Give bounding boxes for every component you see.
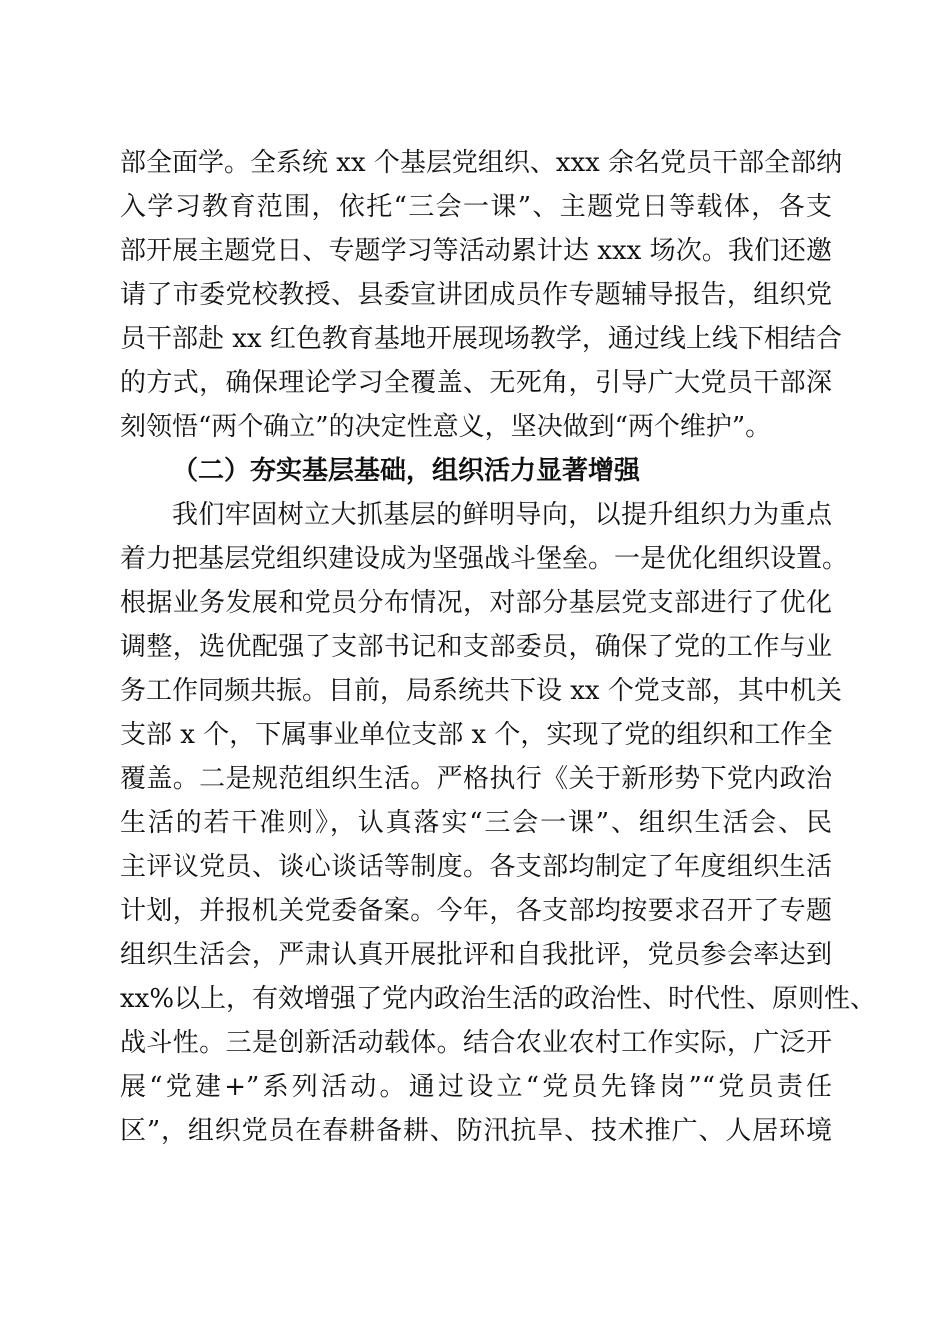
paragraph-2-line-7: 覆盖。二是规范组织生活。严格执行《关于新形势下党内政治: [120, 764, 832, 794]
paragraph-2-line-15: 区”，组织党员在春耕备耕、防汛抗旱、技术推广、人居环境: [120, 1116, 832, 1146]
paragraph-1-line-4: 请了市委党校教授、县委宣讲团成员作专题辅导报告，组织党: [120, 280, 832, 310]
paragraph-2-line-8: 生活的若干准则》，认真落实“三会一课”、组织生活会、民: [120, 808, 832, 838]
paragraph-2-line-12: xx%以上，有效增强了党内政治生活的政治性、时代性、原则性、: [120, 984, 877, 1014]
paragraph-2-line-1: 我们牢固树立大抓基层的鲜明导向，以提升组织力为重点: [172, 500, 832, 530]
paragraph-2-line-4: 调整，选优配强了支部书记和支部委员，确保了党的工作与业: [120, 632, 832, 662]
paragraph-2-line-5: 务工作同频共振。目前，局系统共下设 xx 个党支部，其中机关: [120, 676, 842, 706]
paragraph-1-line-7: 刻领悟“两个确立”的决定性意义，坚决做到“两个维护”。: [120, 412, 772, 442]
paragraph-1-line-2: 入学习教育范围，依托“三会一课”、主题党日等载体，各支: [120, 192, 832, 222]
paragraph-2-line-11: 组织生活会，严肃认真开展批评和自我批评，党员参会率达到: [120, 940, 832, 970]
paragraph-2-line-10: 计划，并报机关党委备案。今年，各支部均按要求召开了专题: [120, 896, 832, 926]
section-heading: （二）夯实基层基础，组织活力显著增强: [172, 456, 641, 486]
paragraph-2-line-13: 战斗性。三是创新活动载体。结合农业农村工作实际，广泛开: [120, 1028, 832, 1058]
paragraph-2-line-14: 展“党建+”系列活动。通过设立“党员先锋岗”“党员责任: [120, 1072, 832, 1102]
paragraph-2-line-3: 根据业务发展和党员分布情况，对部分基层党支部进行了优化: [120, 588, 832, 618]
paragraph-1-line-6: 的方式，确保理论学习全覆盖、无死角，引导广大党员干部深: [120, 368, 832, 398]
paragraph-1-line-5: 员干部赴 xx 红色教育基地开展现场教学，通过线上线下相结合: [120, 324, 842, 354]
paragraph-2-line-6: 支部 x 个，下属事业单位支部 x 个，实现了党的组织和工作全: [120, 720, 833, 750]
paragraph-2-line-2: 着力把基层党组织建设成为坚强战斗堡垒。一是优化组织设置。: [120, 544, 849, 574]
paragraph-1-line-3: 部开展主题党日、专题学习等活动累计达 xxx 场次。我们还邀: [120, 236, 832, 266]
paragraph-2-line-9: 主评议党员、谈心谈话等制度。各支部均制定了年度组织生活: [120, 852, 832, 882]
paragraph-1-line-1: 部全面学。全系统 xx 个基层党组织、xxx 余名党员干部全部纳: [120, 148, 843, 178]
